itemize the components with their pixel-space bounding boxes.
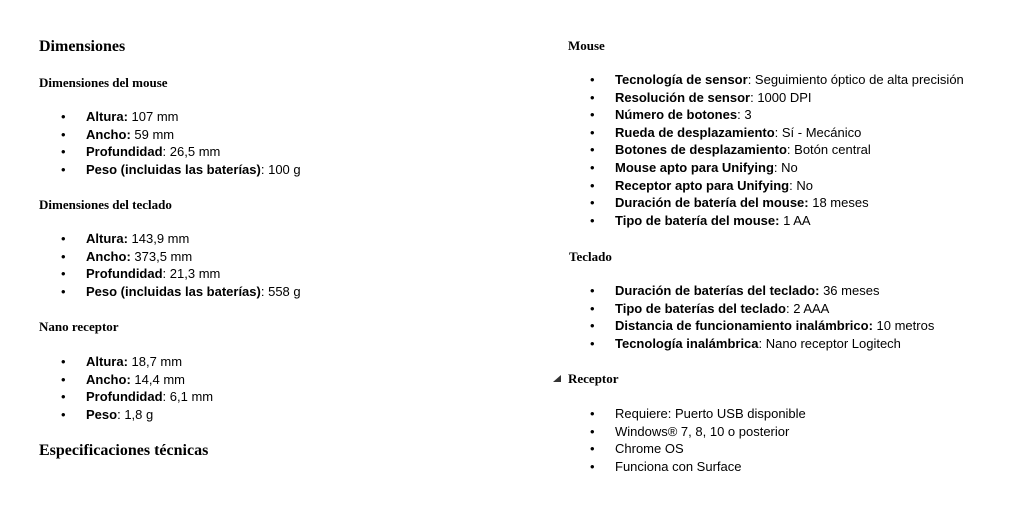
bullet-icon: • [590,335,595,351]
bullet-icon: • [590,283,595,298]
bullet-icon: • [590,406,595,421]
bullet-icon: • [61,144,66,160]
list-item: • Resolución de sensor: 1000 DPI [590,89,812,105]
list-item: • Windows® 7, 8, 10 o posterior [590,423,790,439]
collapse-triangle-icon[interactable] [553,375,561,382]
bullet-icon: • [590,72,595,87]
bullet-icon: • [61,248,66,264]
keyboard-dimensions-heading: Dimensiones del teclado [39,197,172,212]
list-item: • Ancho: 373,5 mm [61,248,193,264]
list-item: • Peso (incluidas las baterías): 100 g [61,161,301,177]
list-item: • Altura: 18,7 mm [61,354,183,369]
bullet-icon: • [590,107,595,123]
mouse-specs-list [568,71,964,229]
bullet-icon: • [61,126,66,142]
list-item: • Profundidad: 26,5 mm [61,144,221,160]
bullet-icon: • [590,89,595,105]
list-item: • Peso (incluidas las baterías): 558 g [61,283,301,299]
list-item: • Chrome OS [590,441,684,457]
list-item: • Profundidad: 21,3 mm [61,266,221,282]
list-item: • Tecnología de sensor: Seguimiento óptico de alta precisión [590,72,964,87]
receptor-section-header[interactable] [568,371,619,387]
list-item: • Rueda de desplazamiento: Sí - Mecánico [590,124,862,140]
list-item: • Duración de baterías del teclado: 36 meses [590,283,880,298]
bullet-icon: • [61,109,66,124]
bullet-icon: • [61,354,66,369]
list-item: • Tipo de baterías del teclado: 2 AAA [590,300,830,316]
receptor-heading: Receptor [568,371,619,386]
list-item: • Requiere: Puerto USB disponible [590,406,806,421]
bullet-icon: • [61,406,66,422]
mouse-dimensions-list [39,108,301,178]
list-item: • Funciona con Surface [590,458,742,474]
list-item: • Tecnología inalámbrica: Nano receptor Logitech [590,335,901,351]
bullet-icon: • [590,300,595,316]
bullet-icon: • [590,142,595,158]
nano-receptor-heading: Nano receptor [39,319,119,334]
keyboard-dimensions-list [39,230,301,300]
list-item: • Mouse apto para Unifying: No [590,159,798,175]
list-item: • Botones de desplazamiento: Botón central [590,142,871,158]
keyboard-specs-list [568,282,934,352]
list-item: • Receptor apto para Unifying: No [590,177,813,193]
bullet-icon: • [590,124,595,140]
specs-heading: Especificaciones técnicas [39,442,209,459]
list-item: • Profundidad: 6,1 mm [61,389,214,405]
receptor-list [568,405,806,475]
bullet-icon: • [590,423,595,439]
bullet-icon: • [61,266,66,282]
list-item: • Altura: 107 mm [61,109,179,124]
list-item: • Peso: 1,8 g [61,406,154,422]
list-item: • Duración de batería del mouse: 18 meses [590,195,869,211]
mouse-dimensions-heading: Dimensiones del mouse [39,75,168,90]
bullet-icon: • [590,441,595,457]
nano-receptor-list [39,353,213,423]
list-item: • Número de botones: 3 [590,107,752,123]
list-item: • Tipo de batería del mouse: 1 AA [590,212,811,228]
bullet-icon: • [590,159,595,175]
bullet-icon: • [590,318,595,334]
dimensiones-heading: Dimensiones [39,38,126,55]
mouse-specs-heading: Mouse [568,38,605,53]
keyboard-specs-heading: Teclado [569,249,612,264]
bullet-icon: • [590,458,595,474]
bullet-icon: • [590,195,595,211]
list-item: • Ancho: 14,4 mm [61,371,185,387]
bullet-icon: • [61,231,66,246]
bullet-icon: • [61,371,66,387]
list-item: • Distancia de funcionamiento inalámbrico: 10 metros [590,318,935,334]
bullet-icon: • [61,161,66,177]
bullet-icon: • [590,177,595,193]
bullet-icon: • [61,389,66,405]
bullet-icon: • [61,283,66,299]
list-item: • Ancho: 59 mm [61,126,175,142]
list-item: • Altura: 143,9 mm [61,231,190,246]
bullet-icon: • [590,212,595,228]
